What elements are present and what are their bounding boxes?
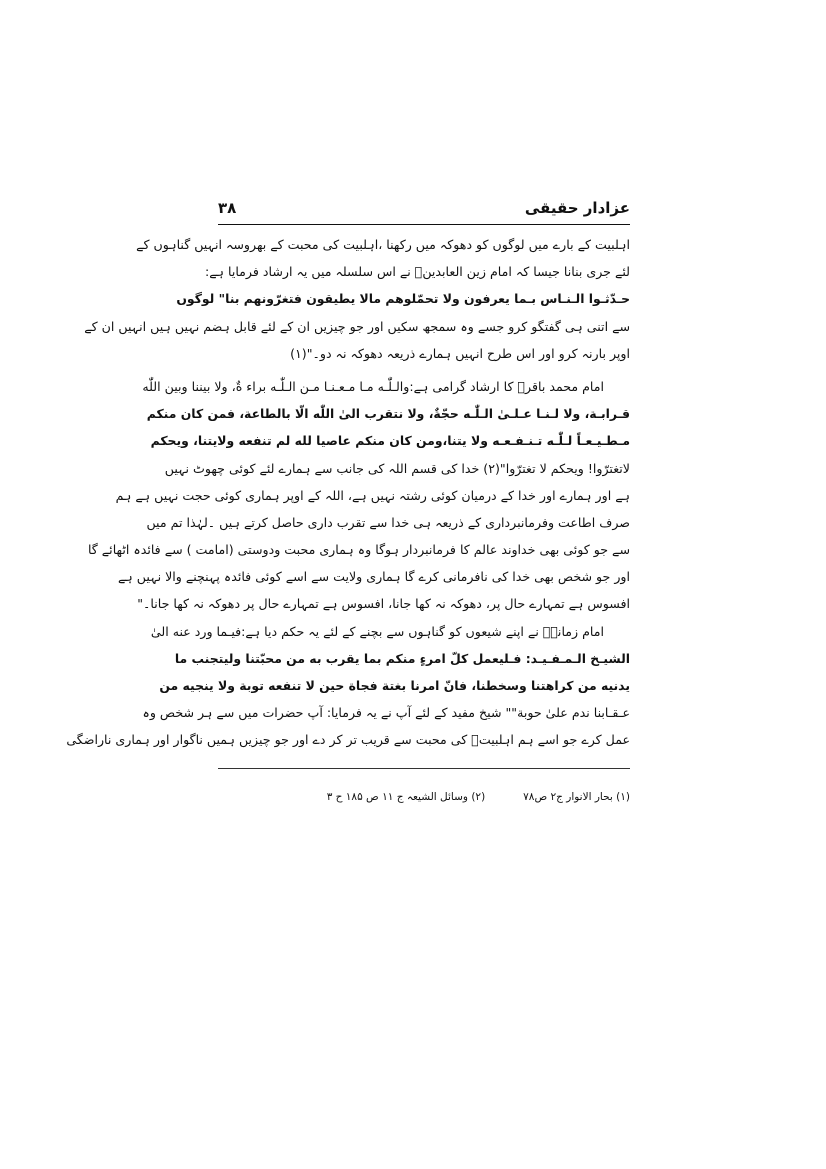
page-number: ۳۸ bbox=[218, 199, 237, 217]
text-line: قـرابـة، ولا لـنـا عـلـىٰ الـلّٰـه حجّةٌ، ولا نتقرب الىٰ اللّٰه الّا بالطاعة، فمن كان منكم bbox=[146, 406, 630, 422]
page-header bbox=[218, 196, 630, 225]
footnote: (۲) وسائل الشیعہ ج ۱۱ ص ۱۸۵ ح ۳ bbox=[326, 790, 486, 803]
text-line: مـطـيـعـاً لـلّٰـه تـنـفـعـه ولا يتنا،ومن كان منكم عاصيا لله لم تنفعه ولايتنا، ويحكم bbox=[150, 433, 630, 449]
paragraph bbox=[87, 373, 630, 618]
text-line: الشيـخ الـمـفـيـد: فـليعمل كلّ امرءٍ منكم بما يقرب به من محبّتنا وليتجنب ما bbox=[174, 650, 630, 666]
text-line: عمل کرے جو اسے ہم اہلبیتؑ کی محبت سے قریب تر کر دے اور جو چیزیں ہمیں ناگوار اور ہماری ناراضگی bbox=[66, 732, 630, 748]
text-line: افسوس ہے تمہارے حال پر، دھوکہ نہ کھا جانا، افسوس ہے تمہارے حال پر دھوکہ نہ کھا جانا۔" bbox=[137, 596, 630, 612]
footnote-separator bbox=[218, 768, 630, 769]
text-line: حـدّثـوا الـنـاس بـما يعرفون ولا تحمّلوهم مالا يطيقون فتغرّونهم بنا" لوگوں bbox=[176, 291, 630, 307]
book-page bbox=[66, 196, 630, 803]
text-line: عـقـابنا ندم علىٰ حوبة"" شیخ مفید کے لئے آپ نے یہ فرمایا: آپ حضرات میں سے ہر شخص وہ bbox=[142, 705, 630, 721]
running-title: عزادار حقیقی bbox=[524, 199, 630, 217]
text-line: سے اتنی ہی گفتگو کرو جسے وہ سمجھ سکیں اور جو چیزیں ان کے لئے قابل ہضم نہیں ہیں انہیں ان کے bbox=[84, 318, 630, 334]
text-line: اہلبیت کے بارے میں لوگوں کو دھوکہ میں رکھنا ،اہلبیت کی محبت کے بھروسہ انہیں گناہوں کے bbox=[136, 237, 630, 252]
page-body bbox=[66, 231, 630, 754]
text-line: لئے جری بنانا جیسا کہ امام زین العابدینؑ نے اس سلسلہ میں یہ ارشاد فرمایا ہے: bbox=[205, 264, 630, 280]
footnotes bbox=[218, 791, 630, 803]
text-line: ہے اور ہمارے اور خدا کے درمیان کوئی رشتہ نہیں ہے، اللہ کے اوپر ہماری کوئی حجت نہیں ہے ہم bbox=[115, 487, 630, 503]
paragraph bbox=[84, 285, 630, 367]
text-line: امام زمانہؑ نے اپنے شیعوں کو گناہوں سے بچنے کے لئے یہ حکم دیا ہے:فيـما ورد عنه الىٰ bbox=[150, 623, 604, 639]
text-line: سے جو کوئی بھی خداوند عالم کا فرمانبردار ہوگا وہ ہماری محبت ودوستی (امامت ) سے فائدہ اٹھائے گا bbox=[87, 542, 630, 558]
text-line: اوپر بارنہ کرو اور اس طرح انہیں ہمارے ذریعہ دھوکہ نہ دو۔"(۱) bbox=[290, 345, 630, 361]
text-line: صرف اطاعت وفرمانبرداری کے ذریعہ ہی خدا سے تقرب داری حاصل کرتے ہیں ۔لہٰذا تم میں bbox=[146, 514, 630, 530]
paragraph bbox=[136, 231, 630, 285]
text-line: اور جو شخص بھی خدا کی نافرمانی کرے گا ہماری ولایت سے اسے کوئی فائدہ پہنچنے والا نہیں ہے bbox=[118, 569, 630, 585]
footnote: (۱) بحار الانوار ج۲ ص۷۸ bbox=[523, 790, 630, 803]
text-line: امام محمد باقرؑ کا ارشاد گرامی ہے:والـلّٰـه مـا مـعـنـا مـن الـلّٰـه براء ةٌ، ولا بيننا وبين اللّٰه bbox=[142, 378, 604, 394]
paragraph bbox=[66, 618, 630, 754]
text-line: يدنيه من كراهتنا وسخطنا، فانّ امرنا بغتة فجاة حين لا تنفعه توبة ولا ينجيه من bbox=[159, 678, 630, 693]
text-line: لاتغترّوا! ويحكم لا تغترّوا"(۲) خدا کی قسم اللہ کی جانب سے ہمارے لئے کوئی چھوٹ نہیں bbox=[164, 460, 630, 476]
